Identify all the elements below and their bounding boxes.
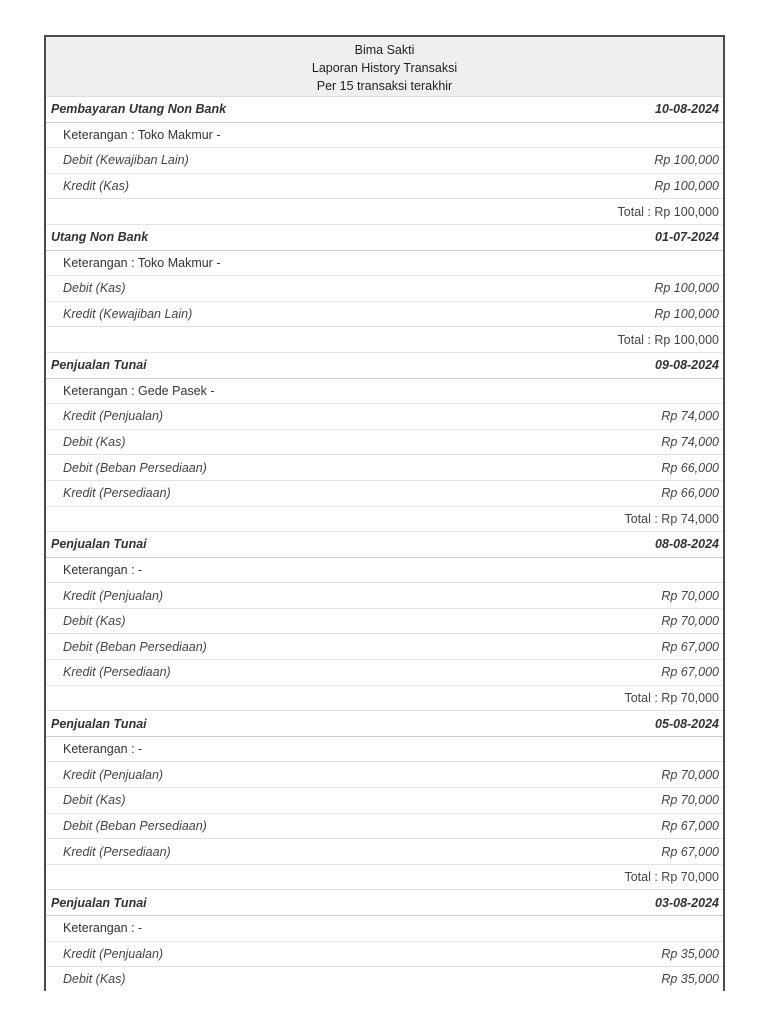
entry-amount: Rp 67,000: [661, 818, 719, 833]
total-amount: Total : Rp 70,000: [624, 690, 719, 705]
entry-account: Kredit (Penjualan): [63, 767, 164, 782]
journal-entry-row: [46, 839, 723, 865]
description-text: Keterangan : -: [63, 742, 143, 757]
transaction-type: Penjualan Tunai: [51, 716, 147, 731]
journal-entry-row: [46, 942, 723, 968]
journal-entry-row: [46, 609, 723, 635]
journal-entry-row: [46, 788, 723, 814]
journal-entry-row: [46, 148, 723, 174]
entry-amount: Rp 67,000: [661, 639, 719, 654]
total-amount: Total : Rp 100,000: [617, 204, 719, 219]
report-title: Laporan History Transaksi: [311, 61, 458, 75]
transaction-total: [46, 686, 723, 712]
transaction-header: [46, 711, 723, 737]
entry-amount: Rp 100,000: [654, 179, 719, 194]
journal-entry-row: [46, 967, 723, 991]
entry-account: Kredit (Penjualan): [63, 588, 164, 603]
entry-account: Kredit (Penjualan): [63, 409, 164, 424]
journal-entry-row: [46, 276, 723, 302]
entry-amount: Rp 70,000: [661, 588, 719, 603]
entry-amount: Rp 74,000: [661, 435, 719, 450]
report-subtitle: Per 15 transaksi terakhir: [316, 79, 453, 93]
transaction-description: [46, 379, 723, 405]
transaction-type: Penjualan Tunai: [51, 358, 147, 373]
entry-amount: Rp 66,000: [661, 460, 719, 475]
entry-amount: Rp 70,000: [661, 767, 719, 782]
entry-account: Debit (Beban Persediaan): [63, 818, 207, 833]
entry-account: Debit (Kas): [63, 972, 126, 987]
entry-amount: Rp 67,000: [661, 665, 719, 680]
transaction-type: Penjualan Tunai: [51, 895, 147, 910]
transaction-total: [46, 199, 723, 225]
company-name: Bima Sakti: [354, 43, 415, 57]
report-container: [44, 35, 725, 991]
entry-amount: Rp 70,000: [661, 793, 719, 808]
transaction-header: [46, 353, 723, 379]
journal-entry-row: [46, 814, 723, 840]
entry-account: Kredit (Kas): [63, 179, 129, 194]
entry-amount: Rp 35,000: [661, 946, 719, 961]
transaction-total: [46, 865, 723, 891]
entry-account: Debit (Beban Persediaan): [63, 460, 207, 475]
entry-amount: Rp 74,000: [661, 409, 719, 424]
transaction-type: Penjualan Tunai: [51, 537, 147, 552]
transaction-date: 08-08-2024: [655, 537, 719, 552]
journal-entry-row: [46, 634, 723, 660]
journal-entry-row: [46, 660, 723, 686]
entry-account: Debit (Kas): [63, 435, 126, 450]
transaction-header: [46, 225, 723, 251]
transaction-list: [46, 97, 723, 991]
entry-account: Debit (Beban Persediaan): [63, 639, 207, 654]
entry-account: Debit (Kas): [63, 614, 126, 629]
transaction-header: [46, 97, 723, 123]
total-amount: Total : Rp 74,000: [624, 511, 719, 526]
description-text: Keterangan : Gede Pasek -: [63, 383, 215, 398]
entry-account: Debit (Kas): [63, 793, 126, 808]
journal-entry-row: [46, 762, 723, 788]
transaction-description: [46, 123, 723, 149]
transaction-description: [46, 737, 723, 763]
transaction-date: 03-08-2024: [655, 895, 719, 910]
entry-amount: Rp 100,000: [654, 307, 719, 322]
transaction-date: 01-07-2024: [655, 230, 719, 245]
entry-amount: Rp 100,000: [654, 153, 719, 168]
journal-entry-row: [46, 174, 723, 200]
transaction-type: Pembayaran Utang Non Bank: [51, 102, 227, 117]
transaction-description: [46, 251, 723, 277]
transaction-type: Utang Non Bank: [51, 230, 149, 245]
entry-account: Kredit (Kewajiban Lain): [63, 307, 193, 322]
entry-account: Kredit (Persediaan): [63, 486, 171, 501]
transaction-description: [46, 558, 723, 584]
entry-amount: Rp 67,000: [661, 844, 719, 859]
journal-entry-row: [46, 583, 723, 609]
entry-account: Debit (Kewajiban Lain): [63, 153, 189, 168]
description-text: Keterangan : -: [63, 921, 143, 936]
entry-account: Kredit (Penjualan): [63, 946, 164, 961]
transaction-date: 10-08-2024: [655, 102, 719, 117]
description-text: Keterangan : Toko Makmur -: [63, 255, 221, 270]
transaction-header: [46, 532, 723, 558]
entry-amount: Rp 35,000: [661, 972, 719, 987]
entry-account: Kredit (Persediaan): [63, 665, 171, 680]
transaction-header: [46, 890, 723, 916]
transaction-date: 05-08-2024: [655, 716, 719, 731]
entry-amount: Rp 66,000: [661, 486, 719, 501]
entry-account: Debit (Kas): [63, 281, 126, 296]
journal-entry-row: [46, 404, 723, 430]
journal-entry-row: [46, 302, 723, 328]
journal-entry-row: [46, 455, 723, 481]
journal-entry-row: [46, 430, 723, 456]
report-header: [46, 37, 723, 97]
transaction-date: 09-08-2024: [655, 358, 719, 373]
total-amount: Total : Rp 100,000: [617, 332, 719, 347]
entry-account: Kredit (Persediaan): [63, 844, 171, 859]
transaction-total: [46, 507, 723, 533]
total-amount: Total : Rp 70,000: [624, 870, 719, 885]
transaction-description: [46, 916, 723, 942]
journal-entry-row: [46, 481, 723, 507]
description-text: Keterangan : -: [63, 562, 143, 577]
description-text: Keterangan : Toko Makmur -: [63, 127, 221, 142]
entry-amount: Rp 100,000: [654, 281, 719, 296]
entry-amount: Rp 70,000: [661, 614, 719, 629]
transaction-total: [46, 327, 723, 353]
